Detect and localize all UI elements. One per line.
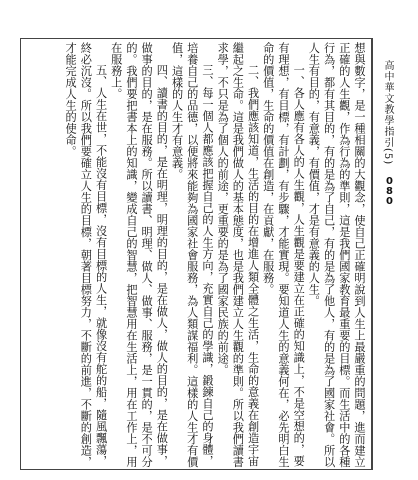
- body-frame: [20, 38, 372, 470]
- body-paragraph: 三、每一個人都應該把握自己的人生方向，充實自己的學識，鍛鍊自己的身體，培養自己的品德，以便將來能夠為國家社會服務，為人類謀福利。這樣的人生才有價值，這樣的人生才有意義。: [170, 42, 214, 468]
- page-number: 080: [384, 176, 395, 206]
- body-paragraph: 五、人生在世，不能沒有目標，沒有目標的人生，就像沒有舵的船，隨風飄蕩，終必沉沒。所以我們要確立人生的目標，朝著目標努力，不斷的前進，不斷的創造，才能完成人生的使命。: [64, 42, 108, 468]
- body-paragraph: 想與數字，是一種相關的大觀念，使自己正確明說到人生上最嚴重的問題，進而建立正確的人生觀，作為行為的準則，這是我們國家教育最重要的目標。而生活中的各種行為，都有其目的，有的是為了自己，有的是為了他人，有的是為了國家社會。所以人生有目的，有意義，有價值，才是有意義的人生。: [307, 42, 366, 468]
- body-paragraph: 一、各人應有各人的人生觀，人生觀是要建立在正確的知識上，不是空想的，要有理想，有目標，有計劃，有步驟，才能實現。要知道人生的意義何在，必先明白生命的價值，生命的價值在創造，在貢獻，在服務。: [261, 42, 306, 468]
- body-text: [21, 39, 371, 469]
- body-paragraph: 二、我們應該知道，生活的目的在增進人類全體之生活，生命的意義在創造宇宙繼起之生命。這是我們做人的基本態度，也是我們建立人生觀的準則。所以我們讀書求學，不只是為了個人的前途，更重要的是為了國家民族的前途。: [216, 42, 260, 468]
- running-header-title: 高中華文教學指引(5): [382, 60, 393, 166]
- header-divider: [372, 38, 373, 470]
- body-paragraph: 四、讀書的目的，是在明理，明理的目的，是在做人，做人的目的，是在做事，做事的目的，是在服務。所以讀書、明理、做人、做事、服務，是一貫的，是不可分的。我們要把書本上的知識，變成自己的智慧，把智慧用在生活上，用在工作上，用在服務上。: [109, 42, 169, 468]
